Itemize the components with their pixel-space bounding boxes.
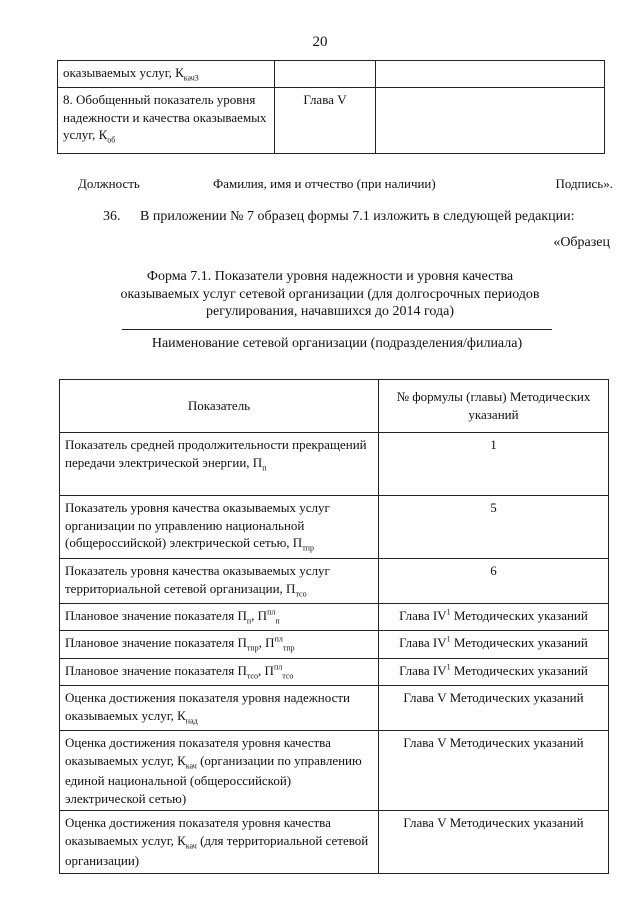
- superscript: пл: [273, 662, 283, 672]
- indicator-text: , П: [251, 607, 268, 623]
- indicator-cell: [60, 631, 379, 658]
- indicator-text: , П: [258, 662, 274, 678]
- chapter-text: Методических указаний: [450, 662, 588, 678]
- chapter-cell: Глава V: [275, 88, 376, 154]
- table-row: [60, 631, 609, 658]
- indicator-cell: [60, 603, 379, 630]
- formula-cell: [379, 631, 609, 658]
- indicator-cell: [60, 686, 379, 731]
- table-row: [58, 61, 605, 88]
- chapter-text: Методических указаний: [450, 635, 588, 651]
- indicator-cell: [60, 731, 379, 811]
- indicator-text: , П: [258, 635, 275, 651]
- indicator-text: оказываемых услуг, К: [63, 65, 184, 80]
- indicator-cell: [58, 88, 275, 154]
- subscript: об: [107, 136, 116, 146]
- indicator-text: Плановое значение показателя П: [65, 607, 247, 623]
- chapter-text: Методических указаний: [450, 607, 588, 623]
- column-header-formula: № формулы (главы) Методических указаний: [379, 380, 609, 433]
- subscript: кач: [185, 841, 197, 851]
- superscript: 1: [446, 662, 451, 672]
- indicator-text: 8. Обобщенный показатель уровня надежности и качества оказываемых услуг, К: [63, 92, 267, 143]
- table-row: [60, 811, 609, 873]
- table-header-row: [60, 380, 609, 433]
- indicator-text: Оценка достижения показателя уровня качества оказываемых услуг, К: [65, 735, 331, 768]
- table-row: [60, 731, 609, 811]
- indicator-text: Оценка достижения показателя уровня качества оказываемых услуг, К: [65, 815, 331, 848]
- subscript: тсо: [282, 671, 294, 681]
- indicator-cell: [60, 433, 379, 496]
- table-row: [60, 686, 609, 731]
- table-row: [60, 433, 609, 496]
- indicator-cell: [60, 496, 379, 559]
- chapter-text: Глава IV: [399, 662, 447, 678]
- item-text: В приложении № 7 образец формы 7.1 изложить в следующей редакции:: [140, 209, 575, 224]
- indicator-cell: [60, 811, 379, 873]
- column-header-indicator: Показатель: [60, 380, 379, 433]
- indicator-text: Плановое значение показателя П: [65, 635, 247, 651]
- org-name-line: [122, 329, 552, 330]
- subscript: п: [275, 616, 280, 626]
- superscript: 1: [446, 635, 451, 644]
- table-row: [60, 559, 609, 604]
- formula-cell: Глава V Методических указаний: [379, 731, 609, 811]
- superscript: пл: [267, 607, 276, 617]
- table-row: [60, 658, 609, 685]
- signature-label: Подпись».: [555, 176, 613, 191]
- chapter-text: Глава IV: [399, 635, 447, 651]
- formula-cell: 1: [379, 433, 609, 496]
- position-label: Должность: [78, 176, 140, 191]
- org-name-caption: Наименование сетевой организации (подразделения/филиала): [151, 336, 523, 351]
- formula-cell: Глава V Методических указаний: [379, 811, 609, 873]
- subscript: кач3: [183, 73, 199, 83]
- table-row: [60, 603, 609, 630]
- chapter-text: Глава IV: [399, 607, 447, 623]
- subscript: тпр: [302, 543, 314, 553]
- subscript: тпр: [246, 643, 259, 653]
- indicator-text: Показатель уровня качества оказываемых услуг территориальной сетевой организации, П: [65, 563, 330, 596]
- item-36: [103, 208, 574, 227]
- subscript: тсо: [246, 671, 259, 681]
- subscript: п: [246, 616, 252, 626]
- superscript: пл: [274, 635, 283, 644]
- formula-cell: [379, 658, 609, 685]
- value-cell: [376, 88, 605, 154]
- superscript: 1: [446, 607, 451, 617]
- indicator-text: Оценка достижения показателя уровня надежности оказываемых услуг, К: [65, 690, 350, 723]
- chapter-cell: [275, 61, 376, 88]
- continued-table: [57, 60, 605, 154]
- form-title: Форма 7.1. Показатели уровня надежности и уровня качества оказываемых услуг сетевой организации (для долгосрочных периодов регулирования, начавшихся до 2014 года): [120, 269, 540, 319]
- value-cell: [376, 61, 605, 88]
- subscript: тпр: [282, 643, 295, 653]
- indicator-text: Плановое значение показателя П: [65, 662, 247, 678]
- indicators-table: [59, 379, 609, 874]
- name-label: Фамилия, имя и отчество (при наличии): [213, 176, 436, 191]
- formula-cell: 5: [379, 496, 609, 559]
- subscript: тсо: [295, 589, 307, 599]
- indicator-cell: [60, 559, 379, 604]
- indicator-cell: [60, 658, 379, 685]
- table-row: [60, 496, 609, 559]
- sample-label: «Образец: [553, 235, 610, 250]
- indicator-text: Показатель уровня качества оказываемых услуг организации по управлению национальной (общероссийской) электрической сетью, П: [65, 500, 330, 551]
- subscript: п: [262, 463, 267, 473]
- item-number: 36.: [103, 209, 121, 224]
- indicator-text: Показатель средней продолжительности прекращений передачи электрической энергии, П: [65, 437, 367, 470]
- indicator-text: (для территориальной сетевой организации): [65, 832, 369, 869]
- page-number: 20: [312, 34, 328, 50]
- formula-cell: [379, 603, 609, 630]
- formula-cell: Глава V Методических указаний: [379, 686, 609, 731]
- table-row: [58, 88, 605, 154]
- formula-cell: 6: [379, 559, 609, 604]
- subscript: над: [185, 716, 198, 726]
- subscript: кач: [185, 761, 197, 771]
- indicator-text: (организации по управлению единой национальной (общероссийской) электрической сетью): [65, 752, 362, 806]
- indicator-cell: [58, 61, 275, 88]
